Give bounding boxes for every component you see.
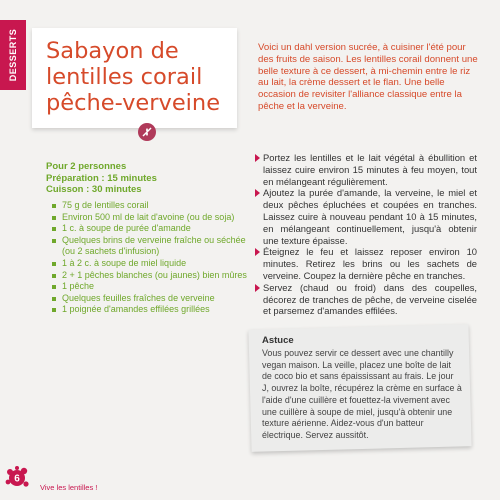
ingredient-item: 2 + 1 pêches blanches (ou jaunes) bien mûres bbox=[50, 270, 250, 282]
ingredient-item: 75 g de lentilles corail bbox=[50, 200, 250, 212]
steps-list bbox=[255, 152, 477, 317]
section-tab bbox=[0, 20, 26, 90]
ingredient-item: Quelques feuilles fraîches de verveine bbox=[50, 293, 250, 305]
ingredient-item: 1 à 2 c. à soupe de miel liquide bbox=[50, 258, 250, 270]
ingredient-item: 1 poignée d'amandes effilées grillées bbox=[50, 304, 250, 316]
footer-text: Vive les lentilles ! bbox=[40, 483, 98, 492]
recipe-meta bbox=[46, 161, 157, 196]
section-label: DESSERTS bbox=[8, 28, 18, 82]
ingredients-list bbox=[50, 200, 250, 316]
step-item: Éteignez le feu et laissez reposer environ 10 minutes. Retirez les brins ou les sachets de verveine. Coupez la dernière pêche en tranches. bbox=[255, 246, 477, 281]
ingredient-item: Quelques brins de verveine fraîche ou séchée (ou 2 sachets d'infusion) bbox=[50, 235, 250, 258]
no-gluten-icon bbox=[138, 123, 156, 141]
ingredient-item: Environ 500 ml de lait d'avoine (ou de soja) bbox=[50, 212, 250, 224]
tip-title: Astuce bbox=[262, 335, 294, 346]
prep-time: Préparation : 15 minutes bbox=[46, 172, 157, 184]
ingredient-item: 1 pêche bbox=[50, 281, 250, 293]
ingredient-item: 1 c. à soupe de purée d'amande bbox=[50, 223, 250, 235]
tip-text: Vous pouvez servir ce dessert avec une chantilly vegan maison. La veille, placez une boîte de lait de coco bio et sans épaississant au frais. Le jour J, ouvrez la boîte, récupérez la crème en surface à l'aide d'une cuillère et fouettez-la vivement avec une cuillère à soupe de miel, jusqu'à obtenir une texture aérienne. Aidez-vous d'un batteur électrique. Servez aussitôt. bbox=[262, 348, 462, 440]
cook-time: Cuisson : 30 minutes bbox=[46, 184, 142, 195]
page-number-badge bbox=[4, 464, 30, 490]
recipe-title: Sabayon de lentilles corail pêche-verveine bbox=[46, 38, 221, 116]
step-item: Portez les lentilles et le lait végétal à ébullition et laissez cuire environ 15 minutes à feu moyen, tout en mélangeant régulièrement. bbox=[255, 152, 477, 187]
intro-text: Voici un dahl version sucrée, à cuisiner l'été pour des fruits de saison. Les lentilles corail donnent une belle texture à ce dessert, à mi-chemin entre le riz au lait, la crème dessert et le flan. Une belle occasion de revisiter l'alliance classique entre la pêche et la verveine. bbox=[258, 42, 478, 112]
step-item: Ajoutez la purée d'amande, la verveine, le miel et deux pêches épluchées et coupées en tranches. Laissez cuire à nouveau pendant 10 à 15 minutes, en mélangeant continuellement, jusqu'à obtenir une texture épaisse. bbox=[255, 187, 477, 246]
page-number: 6 bbox=[14, 473, 20, 485]
step-item: Servez (chaud ou froid) dans des coupelles, décorez de tranches de pêche, de verveine ciselée et parsemez d'amandes effilées. bbox=[255, 282, 477, 317]
servings: Pour 2 personnes bbox=[46, 161, 127, 172]
